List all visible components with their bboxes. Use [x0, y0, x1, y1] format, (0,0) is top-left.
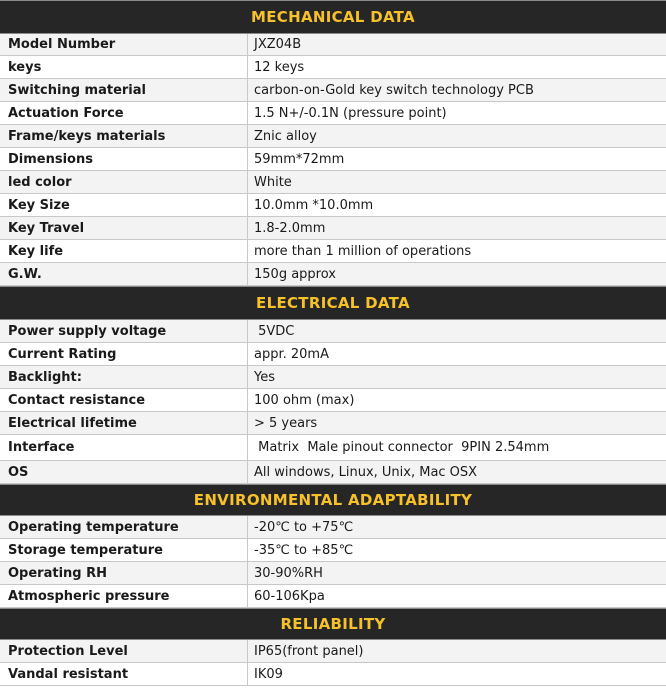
spec-value: 1.8-2.0mm [254, 220, 326, 236]
spec-value: > 5 years [254, 415, 318, 431]
spec-row [0, 562, 666, 585]
spec-label: Interface [0, 435, 248, 460]
spec-value: Yes [254, 369, 275, 385]
spec-label: Dimensions [0, 148, 248, 170]
section-reliability [0, 608, 666, 686]
spec-label: Key Travel [0, 217, 248, 239]
spec-row [0, 171, 666, 194]
spec-value: 60-106Kpa [254, 588, 325, 604]
spec-row [0, 389, 666, 412]
spec-row [0, 640, 666, 663]
spec-value: Matrix Male pinout connector 9PIN 2.54mm [254, 440, 550, 455]
spec-label: Storage temperature [0, 539, 248, 561]
spec-row [0, 539, 666, 562]
spec-label: OS [0, 461, 248, 483]
spec-value: -20℃ to +75℃ [254, 519, 354, 535]
spec-label: Actuation Force [0, 102, 248, 124]
spec-row [0, 56, 666, 79]
spec-value: 10.0mm *10.0mm [254, 197, 374, 213]
spec-row [0, 343, 666, 366]
spec-label: keys [0, 56, 248, 78]
spec-label: Operating temperature [0, 516, 248, 538]
spec-row [0, 516, 666, 539]
spec-label: G.W. [0, 263, 248, 285]
spec-row [0, 102, 666, 125]
spec-row [0, 412, 666, 435]
spec-value: Znic alloy [254, 128, 317, 144]
spec-label: Key life [0, 240, 248, 262]
spec-value: 12 keys [254, 59, 305, 75]
spec-value: carbon-on-Gold key switch technology PCB [254, 82, 534, 98]
section-mechanical [0, 0, 666, 286]
spec-value: White [254, 174, 292, 190]
spec-label: Model Number [0, 34, 248, 55]
spec-value: -35℃ to +85℃ [254, 542, 354, 558]
spec-row [0, 217, 666, 240]
spec-label: Switching material [0, 79, 248, 101]
spec-label: Contact resistance [0, 389, 248, 411]
spec-row [0, 366, 666, 389]
spec-value: JXZ04B [254, 37, 302, 52]
spec-label: Key Size [0, 194, 248, 216]
spec-value: more than 1 million of operations [254, 243, 472, 259]
spec-value: 30-90%RH [254, 565, 323, 581]
spec-row [0, 320, 666, 343]
spec-label: Protection Level [0, 640, 248, 662]
spec-value: 100 ohm (max) [254, 392, 355, 408]
section-electrical [0, 286, 666, 484]
section-environmental [0, 484, 666, 608]
section-title: RELIABILITY [0, 608, 666, 640]
spec-row [0, 34, 666, 56]
spec-label: led color [0, 171, 248, 193]
section-title: ENVIRONMENTAL ADAPTABILITY [0, 484, 666, 516]
spec-label: Backlight: [0, 366, 248, 388]
spec-value: 150g approx [254, 266, 336, 282]
spec-label: Atmospheric pressure [0, 585, 248, 607]
spec-label: Vandal resistant [0, 663, 248, 685]
spec-label: Current Rating [0, 343, 248, 365]
spec-row [0, 263, 666, 286]
spec-label: Power supply voltage [0, 320, 248, 342]
section-title: MECHANICAL DATA [0, 0, 666, 34]
spec-row [0, 194, 666, 217]
spec-value: 1.5 N+/-0.1N (pressure point) [254, 105, 447, 121]
spec-value: 5VDC [254, 323, 295, 339]
spec-label: Operating RH [0, 562, 248, 584]
spec-row [0, 461, 666, 484]
section-title: ELECTRICAL DATA [0, 286, 666, 320]
spec-row [0, 148, 666, 171]
spec-value: All windows, Linux, Unix, Mac OSX [254, 464, 478, 480]
spec-row [0, 435, 666, 461]
spec-label: Electrical lifetime [0, 412, 248, 434]
spec-row [0, 240, 666, 263]
spec-value: 59mm*72mm [254, 151, 345, 167]
spec-label: Frame/keys materials [0, 125, 248, 147]
spec-row [0, 125, 666, 148]
spec-value: IK09 [254, 666, 283, 682]
spec-value: IP65(front panel) [254, 643, 364, 659]
spec-row [0, 663, 666, 686]
spec-value: appr. 20mA [254, 346, 329, 362]
spec-row [0, 79, 666, 102]
spec-row [0, 585, 666, 608]
